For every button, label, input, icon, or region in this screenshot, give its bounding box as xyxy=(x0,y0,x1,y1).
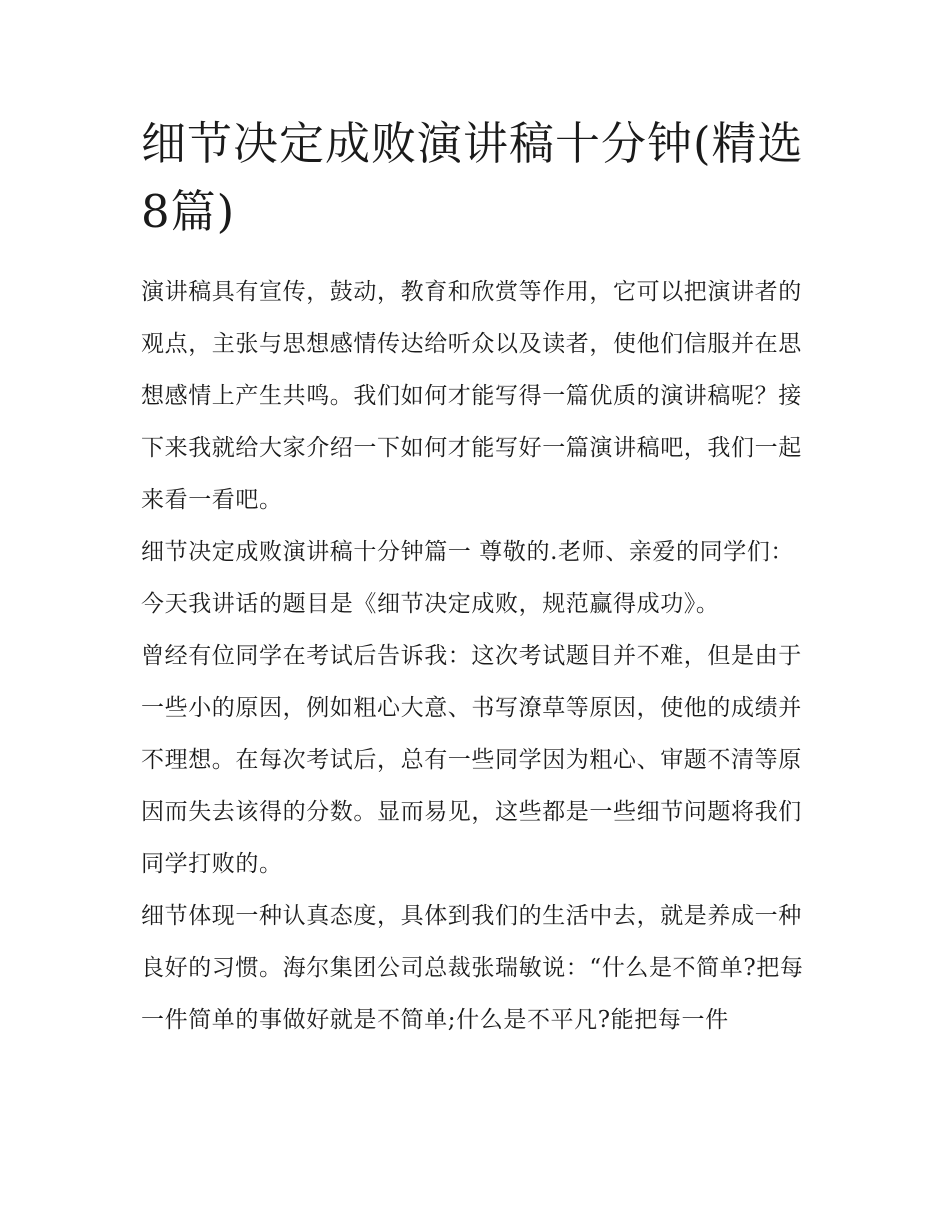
paragraph-speech-opening: 细节决定成败演讲稿十分钟篇一 尊敬的.老师、亲爱的同学们： 今天我讲话的题目是《细节决定成败，规范赢得成功》。 xyxy=(141,539,795,617)
document-body xyxy=(141,266,812,1046)
document-title: 细节决定成败演讲稿十分钟(精选8篇) xyxy=(141,117,804,238)
paragraph-habit: 细节体现一种认真态度，具体到我们的生活中去，就是养成一种良好的习惯。海尔集团公司总裁张瑞敏说：“什么是不简单?把每一件简单的事做好就是不简单;什么是不平凡?能把每一件 xyxy=(141,903,804,1033)
paragraph-exam-story: 曾经有位同学在考试后告诉我：这次考试题目并不难，但是由于一些小的原因，例如粗心大意、书写潦草等原因，使他的成绩并不理想。在每次考试后，总有一些同学因为粗心、审题不清等原因而失去该得的分数。显而易见，这些都是一些细节问题将我们同学打败的。 xyxy=(141,643,802,877)
paragraph-intro: 演讲稿具有宣传，鼓动，教育和欣赏等作用，它可以把演讲者的观点，主张与思想感情传达给听众以及读者，使他们信服并在思想感情上产生共鸣。我们如何才能写得一篇优质的演讲稿呢？接下来我就给大家介绍一下如何才能写好一篇演讲稿吧，我们一起来看一看吧。 xyxy=(141,279,802,513)
